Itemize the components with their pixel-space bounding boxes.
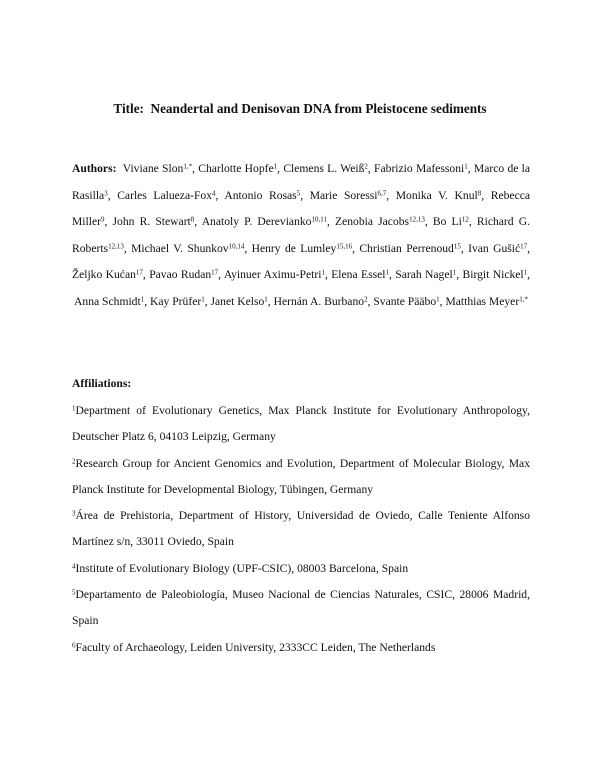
author-affiliation-mark: 17 bbox=[520, 242, 528, 251]
affiliation-number: 3 bbox=[72, 509, 76, 518]
author-entry bbox=[395, 268, 456, 281]
affiliation-item bbox=[72, 582, 530, 635]
author-affiliation-mark: 6,7 bbox=[377, 189, 387, 198]
author-affiliation-mark: 1 bbox=[321, 268, 325, 277]
title-text: Neandertal and Denisovan DNA from Pleistocene sediments bbox=[150, 101, 487, 116]
author-entry bbox=[113, 215, 195, 228]
author-name: Carles Lalueza-Fox bbox=[117, 188, 213, 202]
affiliation-number: 1 bbox=[72, 404, 76, 413]
author-name: Antonio Rosas bbox=[224, 188, 297, 202]
author-entry bbox=[274, 295, 368, 308]
affiliation-list bbox=[72, 398, 530, 661]
affiliation-item bbox=[72, 451, 530, 504]
affiliation-item bbox=[72, 556, 530, 582]
author-name: Sarah Nagel bbox=[395, 268, 453, 282]
author-entry bbox=[224, 268, 325, 281]
author-name: Michael V. Shunkov bbox=[131, 241, 229, 255]
author-affiliation-mark: 1 bbox=[140, 295, 145, 304]
author-entry bbox=[396, 189, 482, 202]
author-affiliation-mark: 1 bbox=[436, 295, 440, 304]
author-entry bbox=[74, 295, 144, 308]
affiliation-number: 6 bbox=[72, 641, 76, 650]
author-name: Ayinuer Aximu-Petri bbox=[223, 268, 322, 282]
author-list: Authors: Viviane Slon$^{1,*}$, Charlotte Hopfe$^1$, Clemens L. Weiß$^2$, Fabrizio Mafessoni$^1$, Marco de la Rasilla$^3$, Carles Lalueza-Fox$^4$, Antonio Rosas$^5$, Marie Soressi$^{6,7}$, Monika V. Knul$^8$, Rebecca Miller$^9$, John R. Stewart$^8$, Anatoly P. Derevianko$^{10,11}$, Zenobia Jacobs$^{12,13}$, Bo Li$^{12}$, Richard G. Roberts$^{12,13}$, Michael V. Shunkov$^{10,14}$, Henry de Lumley$^{15,16}$, Christian Perrenoud$^{15}$, Ivan Gušić$^{17}$, Željko Kućan$^{17}$, Pavao Rudan$^{17}$, Ayinuer Aximu-Petri$^1$, Elena Essel$^1$, Sarah Nagel$^1$, Birgit Nickel$^1$, Anna Schmidt$^1$, Kay Prüfer$^1$, Janet Kelso$^1$, Hernán A. Burbano$^2$, Svante Pääbo$^1$, Matthias Meyer$^{1,*}$ bbox=[72, 162, 531, 308]
author-entry bbox=[72, 268, 143, 281]
author-name: Bo Li bbox=[432, 215, 462, 229]
author-name: Pavao Rudan bbox=[149, 268, 212, 282]
author-name: Marco de la Rasilla bbox=[72, 162, 531, 202]
author-entry bbox=[117, 189, 215, 202]
author-affiliation-mark: 1 bbox=[273, 162, 278, 171]
author-entry bbox=[150, 295, 205, 308]
author-affiliation-mark: 10,11 bbox=[311, 215, 327, 224]
affiliation-text: Department of Evolutionary Genetics, Max Planck Institute for Evolutionary Anthropology, Deutscher Platz 6, 04103 Leipzig, Germany bbox=[72, 404, 530, 444]
author-entry bbox=[202, 215, 327, 228]
author-name: Christian Perrenoud bbox=[359, 241, 454, 255]
author-name: Svante Pääbo bbox=[373, 294, 437, 308]
author-entry bbox=[359, 242, 461, 255]
author-affiliation-mark: 12,13 bbox=[108, 242, 124, 251]
affiliation-text: Institute of Evolutionary Biology (UPF-CSIC), 08003 Barcelona, Spain bbox=[75, 561, 409, 575]
author-entry bbox=[131, 242, 244, 255]
author-affiliation-mark: 10,14 bbox=[228, 242, 245, 251]
author-entry bbox=[433, 215, 469, 228]
author-affiliation-mark: 4 bbox=[212, 189, 216, 198]
author-affiliation-mark: 5 bbox=[296, 189, 301, 198]
author-affiliation-mark: 17 bbox=[211, 268, 219, 277]
author-affiliation-mark: 1 bbox=[201, 295, 205, 304]
author-entry bbox=[211, 295, 268, 308]
author-entry bbox=[335, 215, 425, 228]
author-entry bbox=[283, 162, 368, 175]
author-entry bbox=[198, 162, 277, 175]
authors-label: Authors: bbox=[72, 162, 117, 175]
author-affiliation-mark: 1 bbox=[264, 295, 268, 304]
affiliation-number: 5 bbox=[72, 588, 76, 597]
author-entry bbox=[445, 295, 527, 308]
author-name: Rebecca Miller bbox=[72, 188, 531, 229]
author-name: Hernán A. Burbano bbox=[273, 294, 365, 308]
author-entry bbox=[310, 189, 387, 202]
author-name: Zenobia Jacobs bbox=[335, 215, 410, 229]
author-entry bbox=[224, 189, 300, 202]
author-affiliation-mark: 1,* bbox=[183, 162, 193, 171]
author-name: Janet Kelso bbox=[210, 294, 265, 308]
author-name: Anna Schmidt bbox=[74, 294, 141, 308]
affiliation-text: Departamento de Paleobiología, Museo Nacional de Ciencias Naturales, CSIC, 28006 Madrid, Spain bbox=[72, 588, 530, 628]
author-affiliation-mark: 15 bbox=[453, 242, 461, 251]
author-affiliation-mark: 1 bbox=[523, 268, 528, 277]
author-name: Clemens L. Weiß bbox=[283, 162, 365, 175]
author-affiliation-mark: 12,13 bbox=[409, 215, 425, 224]
author-entry bbox=[331, 268, 389, 281]
author-name: Marie Soressi bbox=[309, 188, 378, 202]
author-affiliation-mark: 2 bbox=[364, 295, 368, 304]
author-affiliation-mark: 1,* bbox=[519, 295, 528, 304]
author-entry bbox=[252, 242, 352, 255]
author-affiliation-mark: 2 bbox=[364, 162, 368, 171]
author-entry bbox=[468, 242, 527, 255]
author-entry bbox=[463, 268, 528, 281]
author-name: Viviane Slon bbox=[122, 162, 184, 175]
author-affiliation-mark: 1 bbox=[385, 268, 389, 277]
author-affiliation-mark: 1 bbox=[464, 162, 468, 171]
affiliation-text: Research Group for Ancient Genomics and Evolution, Department of Molecular Biology, Max Planck Institute for Developmental Biology, Tübingen, Germany bbox=[72, 456, 530, 496]
author-name: Charlotte Hopfe bbox=[198, 162, 274, 175]
author-affiliation-mark: 15,16 bbox=[336, 242, 353, 251]
author-name: Richard G. Roberts bbox=[72, 215, 531, 255]
author-affiliation-mark: 3 bbox=[104, 189, 108, 198]
author-name: Fabrizio Mafessoni bbox=[374, 162, 465, 175]
affiliations-heading: Affiliations: bbox=[72, 377, 132, 390]
author-affiliation-mark: 9 bbox=[100, 215, 105, 224]
title-label: Title: bbox=[113, 101, 144, 116]
affiliation-number: 2 bbox=[72, 457, 76, 466]
author-affiliation-mark: 17 bbox=[135, 268, 143, 277]
author-name: Henry de Lumley bbox=[251, 241, 337, 255]
author-name: Anatoly P. Derevianko bbox=[201, 215, 312, 229]
author-name: Matthias Meyer bbox=[445, 294, 520, 308]
author-name: Birgit Nickel bbox=[462, 268, 524, 282]
affiliation-item bbox=[72, 398, 530, 451]
author-name: Kay Prüfer bbox=[150, 294, 202, 308]
author-name: Željko Kućan bbox=[72, 268, 136, 282]
affiliation-text: Faculty of Archaeology, Leiden University, 2333CC Leiden, The Netherlands bbox=[75, 640, 436, 654]
affiliation-item bbox=[72, 635, 530, 661]
author-entry bbox=[373, 295, 439, 308]
paper-title bbox=[0, 101, 600, 117]
author-name: John R. Stewart bbox=[112, 215, 191, 229]
affiliation-text: Área de Prehistoria, Department of History, Universidad de Oviedo, Calle Teniente Alfonso Martínez s/n, 33011 Oviedo, Spain bbox=[72, 509, 530, 549]
author-affiliation-mark: 8 bbox=[190, 215, 195, 224]
author-entry bbox=[149, 268, 218, 281]
author-entry bbox=[123, 162, 192, 175]
author-name: Ivan Gušić bbox=[468, 241, 521, 255]
author-name: Monika V. Knul bbox=[395, 188, 478, 202]
author-affiliation-mark: 12 bbox=[461, 215, 469, 224]
affiliation-item bbox=[72, 503, 530, 556]
author-affiliation-mark: 1 bbox=[452, 268, 457, 277]
affiliation-number: 4 bbox=[72, 562, 76, 571]
author-name: Elena Essel bbox=[331, 268, 386, 282]
author-affiliation-mark: 8 bbox=[477, 189, 482, 198]
author-entry bbox=[374, 162, 468, 175]
